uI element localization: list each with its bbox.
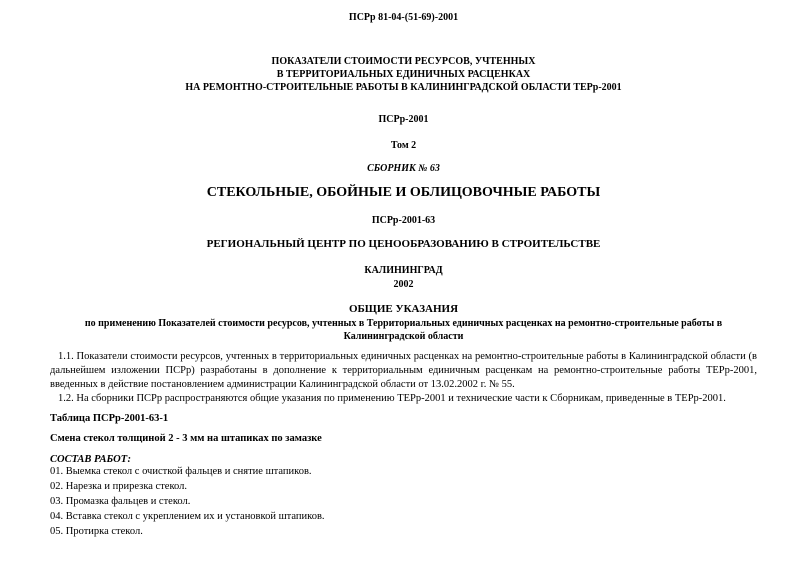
collection-number: СБОРНИК № 63 <box>367 163 440 174</box>
title-line-2: В ТЕРРИТОРИАЛЬНЫХ ЕДИНИЧНЫХ РАСЦЕНКАХ <box>276 69 531 80</box>
city: КАЛИНИНГРАД <box>364 265 443 276</box>
work-item-02: 02. Нарезка и прирезка стекол. <box>50 481 188 492</box>
general-subheading-line-2: Калининградской области <box>343 331 464 342</box>
title-line-3: НА РЕМОНТНО-СТРОИТЕЛЬНЫЕ РАБОТЫ В КАЛИНИНГРАДСКОЙ ОБЛАСТИ ТЕРр-2001 <box>185 82 622 93</box>
table-title: Смена стекол толщиной 2 - 3 мм на штапиках по замазке <box>50 433 322 444</box>
collection-code: ПСРр-2001-63 <box>371 215 436 226</box>
works-composition-heading: СОСТАВ РАБОТ: <box>50 454 132 465</box>
document-code: ПСРр 81-04-(51-69)-2001 <box>348 12 459 23</box>
work-item-05: 05. Протирка стекол. <box>50 526 143 537</box>
general-heading: ОБЩИЕ УКАЗАНИЯ <box>348 303 459 315</box>
work-item-04: 04. Вставка стекол с укреплением их и установкой штапиков. <box>50 511 325 522</box>
work-item-01: 01. Выемка стекол с очисткой фальцев и снятие штапиков. <box>50 466 312 477</box>
paragraph-1-1: 1.1. Показатели стоимости ресурсов, учтенных в территориальных единичных расценках на ремонтно-строительные работы в Калининградской области (в дальнейшем изложении ПСРр) разработаны в дополнение к территориальным единичным расценкам на ремонтно-строительные работы ТЕРр-2001, введенных в действие постановлением администрации Калининградской области от 13.02.2002 г. № 55. <box>50 351 757 390</box>
table-label: Таблица ПСРр-2001-63-1 <box>50 413 169 424</box>
psr-year: ПСРр-2001 <box>378 114 429 125</box>
pricing-center: РЕГИОНАЛЬНЫЙ ЦЕНТР ПО ЦЕНООБРАЗОВАНИЮ В СТРОИТЕЛЬСТВЕ <box>206 238 601 250</box>
general-subheading-line-1: по применению Показателей стоимости ресурсов, учтенных в Территориальных единичных расценках на ремонтно-строительные работы в <box>84 318 723 329</box>
volume: Том 2 <box>390 140 417 151</box>
works-title: СТЕКОЛЬНЫЕ, ОБОЙНЫЕ И ОБЛИЦОВОЧНЫЕ РАБОТЫ <box>206 185 601 200</box>
work-item-03: 03. Промазка фальцев и стекол. <box>50 496 191 507</box>
paragraph-1-2: 1.2. На сборники ПСРр распространяются общие указания по применению ТЕРр-2001 и технические части к Сборникам, приведенные в ТЕРр-2001. <box>58 393 726 404</box>
title-line-1: ПОКАЗАТЕЛИ СТОИМОСТИ РЕСУРСОВ, УЧТЕННЫХ <box>271 56 536 67</box>
year: 2002 <box>393 279 414 290</box>
